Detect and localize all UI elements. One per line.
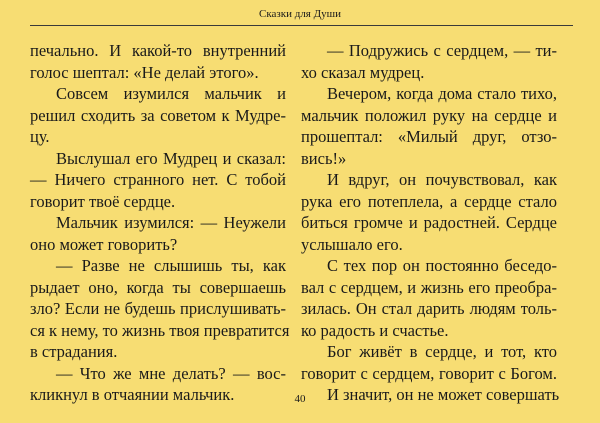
book-title: Сказки для Души — [259, 8, 341, 20]
text-line: говорит с сердцем, говорит с Богом. — [301, 363, 557, 383]
text-line: вал с сердцем, и жизнь его преобра- — [301, 277, 557, 297]
text-line: печально. И какой-то внутренний — [30, 41, 286, 60]
text-line: — Разве не слышишь ты, как — [56, 256, 286, 275]
text-line: С тех пор он постоянно беседо- — [327, 256, 557, 275]
text-line: ко радость и счастье. — [301, 320, 449, 340]
text-line: — Подружись с сердцем, — ти- — [327, 41, 557, 60]
text-line: вись!» — [301, 148, 347, 168]
text-line: рыдает оно, когда ты совершаешь — [30, 277, 286, 297]
text-line: зилась. Он стал дарить людям толь- — [301, 299, 557, 318]
text-line: Совсем изумился мальчик и — [56, 84, 286, 103]
text-line: зло? Если не будешь прислушивать- — [30, 299, 286, 318]
text-line: решил сходить за советом к Мудре- — [30, 105, 286, 125]
header-divider — [30, 25, 573, 26]
text-line: биться громче и радостней. Сердце — [301, 213, 557, 232]
text-line: Бог живёт в сердце, и тот, кто — [327, 342, 557, 361]
text-line: Мальчик изумился: — Неужели — [56, 213, 286, 232]
text-line: хо сказал мудрец. — [301, 62, 425, 82]
text-line: мальчик положил руку на сердце и — [301, 105, 557, 125]
text-line: рука его потеплела, а сердце стало — [301, 191, 557, 211]
text-column-left — [30, 40, 290, 406]
text-line: услышало его. — [301, 234, 403, 254]
text-line: И вдруг, он почувствовал, как — [327, 170, 557, 189]
text-line: Выслушал его Мудрец и сказал: — [56, 148, 286, 168]
text-line: в страдания. — [30, 342, 118, 361]
text-line: оно может говорить? — [30, 234, 178, 254]
text-line: цу. — [30, 127, 50, 146]
text-line: — Ничего странного нет. С тобой — [30, 170, 286, 189]
text-line: говорит твоё сердце. — [30, 191, 176, 211]
text-line: прошептал: «Милый друг, отзо- — [301, 127, 557, 146]
text-column-right — [301, 40, 560, 406]
text-line: И значит, он не может совершать — [327, 385, 560, 404]
text-line: ся к нему, то жизнь твоя превратится — [30, 320, 290, 340]
text-line: кликнул в отчаянии мальчик. — [30, 385, 235, 404]
text-line: голос шептал: «Не делай этого». — [30, 62, 259, 82]
page-number: 40 — [294, 393, 306, 405]
text-line: Вечером, когда дома стало тихо, — [327, 84, 557, 103]
text-line: — Что же мне делать? — вос- — [56, 363, 286, 383]
